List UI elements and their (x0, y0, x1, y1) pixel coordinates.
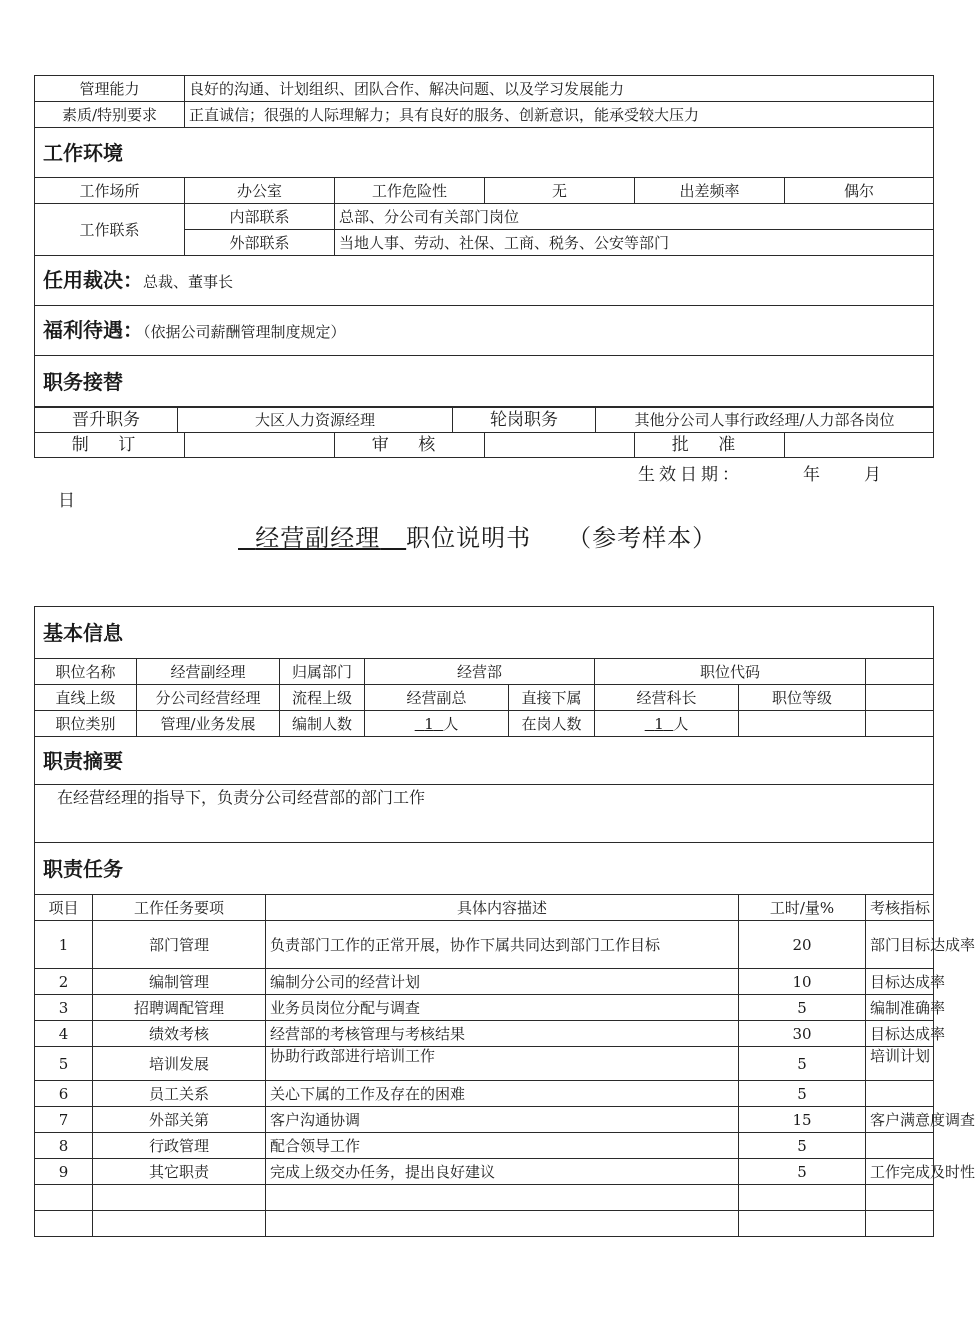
table-row (35, 1047, 934, 1081)
benefits-value: （依据公司薪酬管理制度规定） (143, 322, 346, 341)
benefits-heading: 福利待遇： (43, 317, 143, 342)
task-desc: 配合领导工作 (266, 1133, 739, 1159)
tasks-header-row (35, 895, 934, 921)
task-desc: 协助行政部进行培训工作 (266, 1047, 739, 1081)
document-title (238, 518, 717, 553)
staffing-label: 编制人数 (280, 711, 365, 737)
tasks-heading: 职责任务 (35, 843, 934, 895)
task-kpi: 目标达成率 (866, 969, 934, 995)
task-desc: 业务员岗位分配与调查 (266, 995, 739, 1021)
task-no: 9 (35, 1159, 93, 1185)
task-percent: 15 (739, 1107, 866, 1133)
table-row (35, 1107, 934, 1133)
document-type: 职位说明书 (406, 524, 532, 552)
supervisor-value: 分公司经营经理 (137, 685, 280, 711)
task-item: 绩效考核 (93, 1021, 266, 1047)
summary-text: 在经营经理的指导下，负责分公司经营部的部门工作 (35, 785, 934, 843)
table-row (35, 1133, 934, 1159)
task-desc: 编制分公司的经营计划 (266, 969, 739, 995)
department-value: 经营部 (365, 659, 595, 685)
task-desc: 负责部门工作的正常开展，协作下属共同达到部门工作目标 (266, 921, 739, 969)
quality-label: 素质/特别要求 (35, 102, 185, 128)
task-no: 6 (35, 1081, 93, 1107)
succession-table (34, 406, 934, 433)
position-title: 经营副经理 (255, 524, 381, 552)
subordinate-value: 经营科长 (595, 685, 739, 711)
task-item: 行政管理 (93, 1133, 266, 1159)
task-percent: 5 (739, 1047, 866, 1081)
table-row (35, 969, 934, 995)
task-kpi: 工作完成及时性 (866, 1159, 934, 1185)
promotion-label: 晋升职务 (35, 407, 178, 433)
effective-day: 日 (58, 491, 75, 511)
task-kpi: 目标达成率 (866, 1021, 934, 1047)
rotation-label: 轮岗职务 (453, 407, 596, 433)
external-contact-value: 当地人事、劳动、社保、工商、税务、公安等部门 (335, 230, 934, 256)
appointment-row (35, 256, 934, 306)
task-item: 编制管理 (93, 969, 266, 995)
task-kpi (866, 1133, 934, 1159)
process-supervisor-value: 经营副总 (365, 685, 509, 711)
work-contact-label: 工作联系 (35, 204, 185, 256)
prepared-by-label: 制 订 (35, 433, 185, 458)
mgmt-ability-label: 管理能力 (35, 76, 185, 102)
table-row (35, 995, 934, 1021)
task-kpi: 客户满意度调查 (866, 1107, 934, 1133)
col-header-no: 项目 (35, 895, 93, 921)
previous-job-description-table (34, 75, 934, 408)
task-kpi: 部门目标达成率 (866, 921, 934, 969)
benefits-row (35, 306, 934, 356)
task-kpi: 编制准确率 (866, 995, 934, 1021)
task-no: 1 (35, 921, 93, 969)
table-row (35, 1185, 934, 1211)
table-row (35, 1159, 934, 1185)
internal-contact-value: 总部、分公司有关部门岗位 (335, 204, 934, 230)
col-header-desc: 具体内容描述 (266, 895, 739, 921)
succession-heading: 职务接替 (35, 356, 934, 408)
task-no: 5 (35, 1047, 93, 1081)
position-grade-label: 职位等级 (739, 685, 866, 711)
position-type-label: 职位类别 (35, 711, 137, 737)
task-desc: 经营部的考核管理与考核结果 (266, 1021, 739, 1047)
risk-value: 无 (485, 178, 635, 204)
travel-label: 出差频率 (635, 178, 785, 204)
mgmt-ability-value: 良好的沟通、计划组织、团队合作、解决问题、以及学习发展能力 (185, 76, 934, 102)
position-type-value: 管理/业务发展 (137, 711, 280, 737)
task-percent: 10 (739, 969, 866, 995)
approved-by-value (785, 433, 934, 458)
col-header-kpi: 考核指标 (866, 895, 934, 921)
task-percent: 5 (739, 995, 866, 1021)
workplace-label: 工作场所 (35, 178, 185, 204)
basic-info-heading: 基本信息 (35, 607, 934, 659)
workplace-value: 办公室 (185, 178, 335, 204)
position-name-value: 经营副经理 (137, 659, 280, 685)
travel-value: 偶尔 (785, 178, 934, 204)
task-percent: 20 (739, 921, 866, 969)
position-code-value (866, 659, 934, 685)
job-description-table (34, 606, 975, 1237)
reference-note: （参考样本） (567, 524, 718, 552)
position-grade-value (866, 685, 934, 711)
task-kpi: 培训计划 (866, 1047, 934, 1081)
staffing-value: 1 人 (365, 711, 509, 737)
task-percent: 30 (739, 1021, 866, 1047)
appointment-heading: 任用裁决： (43, 267, 143, 292)
task-item: 招聘调配管理 (93, 995, 266, 1021)
prepared-by-value (185, 433, 335, 458)
task-kpi (866, 1081, 934, 1107)
task-desc: 客户沟通协调 (266, 1107, 739, 1133)
rotation-value: 其他分公司人事行政经理/人力部各岗位 (596, 407, 934, 433)
effective-date (638, 460, 885, 485)
on-post-value: 1 人 (595, 711, 739, 737)
department-label: 归属部门 (280, 659, 365, 685)
task-no: 8 (35, 1133, 93, 1159)
task-item: 部门管理 (93, 921, 266, 969)
task-percent: 5 (739, 1081, 866, 1107)
external-contact-label: 外部联系 (185, 230, 335, 256)
task-desc: 关心下属的工作及存在的困难 (266, 1081, 739, 1107)
approved-by-label: 批 准 (635, 433, 785, 458)
task-no: 4 (35, 1021, 93, 1047)
reviewed-by-value (485, 433, 635, 458)
summary-heading: 职责摘要 (35, 737, 934, 785)
on-post-label: 在岗人数 (509, 711, 595, 737)
task-item: 外部关第 (93, 1107, 266, 1133)
task-no: 7 (35, 1107, 93, 1133)
col-header-item: 工作任务要项 (93, 895, 266, 921)
task-item: 员工关系 (93, 1081, 266, 1107)
subordinate-label: 直接下属 (509, 685, 595, 711)
effective-year: 年 (803, 465, 824, 485)
supervisor-label: 直线上级 (35, 685, 137, 711)
task-percent: 5 (739, 1133, 866, 1159)
table-row (35, 921, 934, 969)
appointment-value: 总裁、董事长 (143, 272, 234, 291)
effective-month: 月 (864, 465, 885, 485)
col-header-pct: 工时/量% (739, 895, 866, 921)
table-row (35, 1081, 934, 1107)
table-row (35, 1211, 934, 1237)
process-supervisor-label: 流程上级 (280, 685, 365, 711)
internal-contact-label: 内部联系 (185, 204, 335, 230)
task-desc: 完成上级交办任务，提出良好建议 (266, 1159, 739, 1185)
signoff-table (34, 432, 934, 458)
table-row (35, 1021, 934, 1047)
reviewed-by-label: 审 核 (335, 433, 485, 458)
task-item: 其它职责 (93, 1159, 266, 1185)
task-percent: 5 (739, 1159, 866, 1185)
work-environment-heading: 工作环境 (35, 128, 934, 178)
risk-label: 工作危险性 (335, 178, 485, 204)
task-no: 2 (35, 969, 93, 995)
task-item: 培训发展 (93, 1047, 266, 1081)
position-name-label: 职位名称 (35, 659, 137, 685)
position-code-label: 职位代码 (595, 659, 866, 685)
effective-date-label: 生效日期： (638, 465, 743, 485)
quality-value: 正直诚信；很强的人际理解力；具有良好的服务、创新意识，能承受较大压力 (185, 102, 934, 128)
promotion-value: 大区人力资源经理 (178, 407, 453, 433)
task-no: 3 (35, 995, 93, 1021)
